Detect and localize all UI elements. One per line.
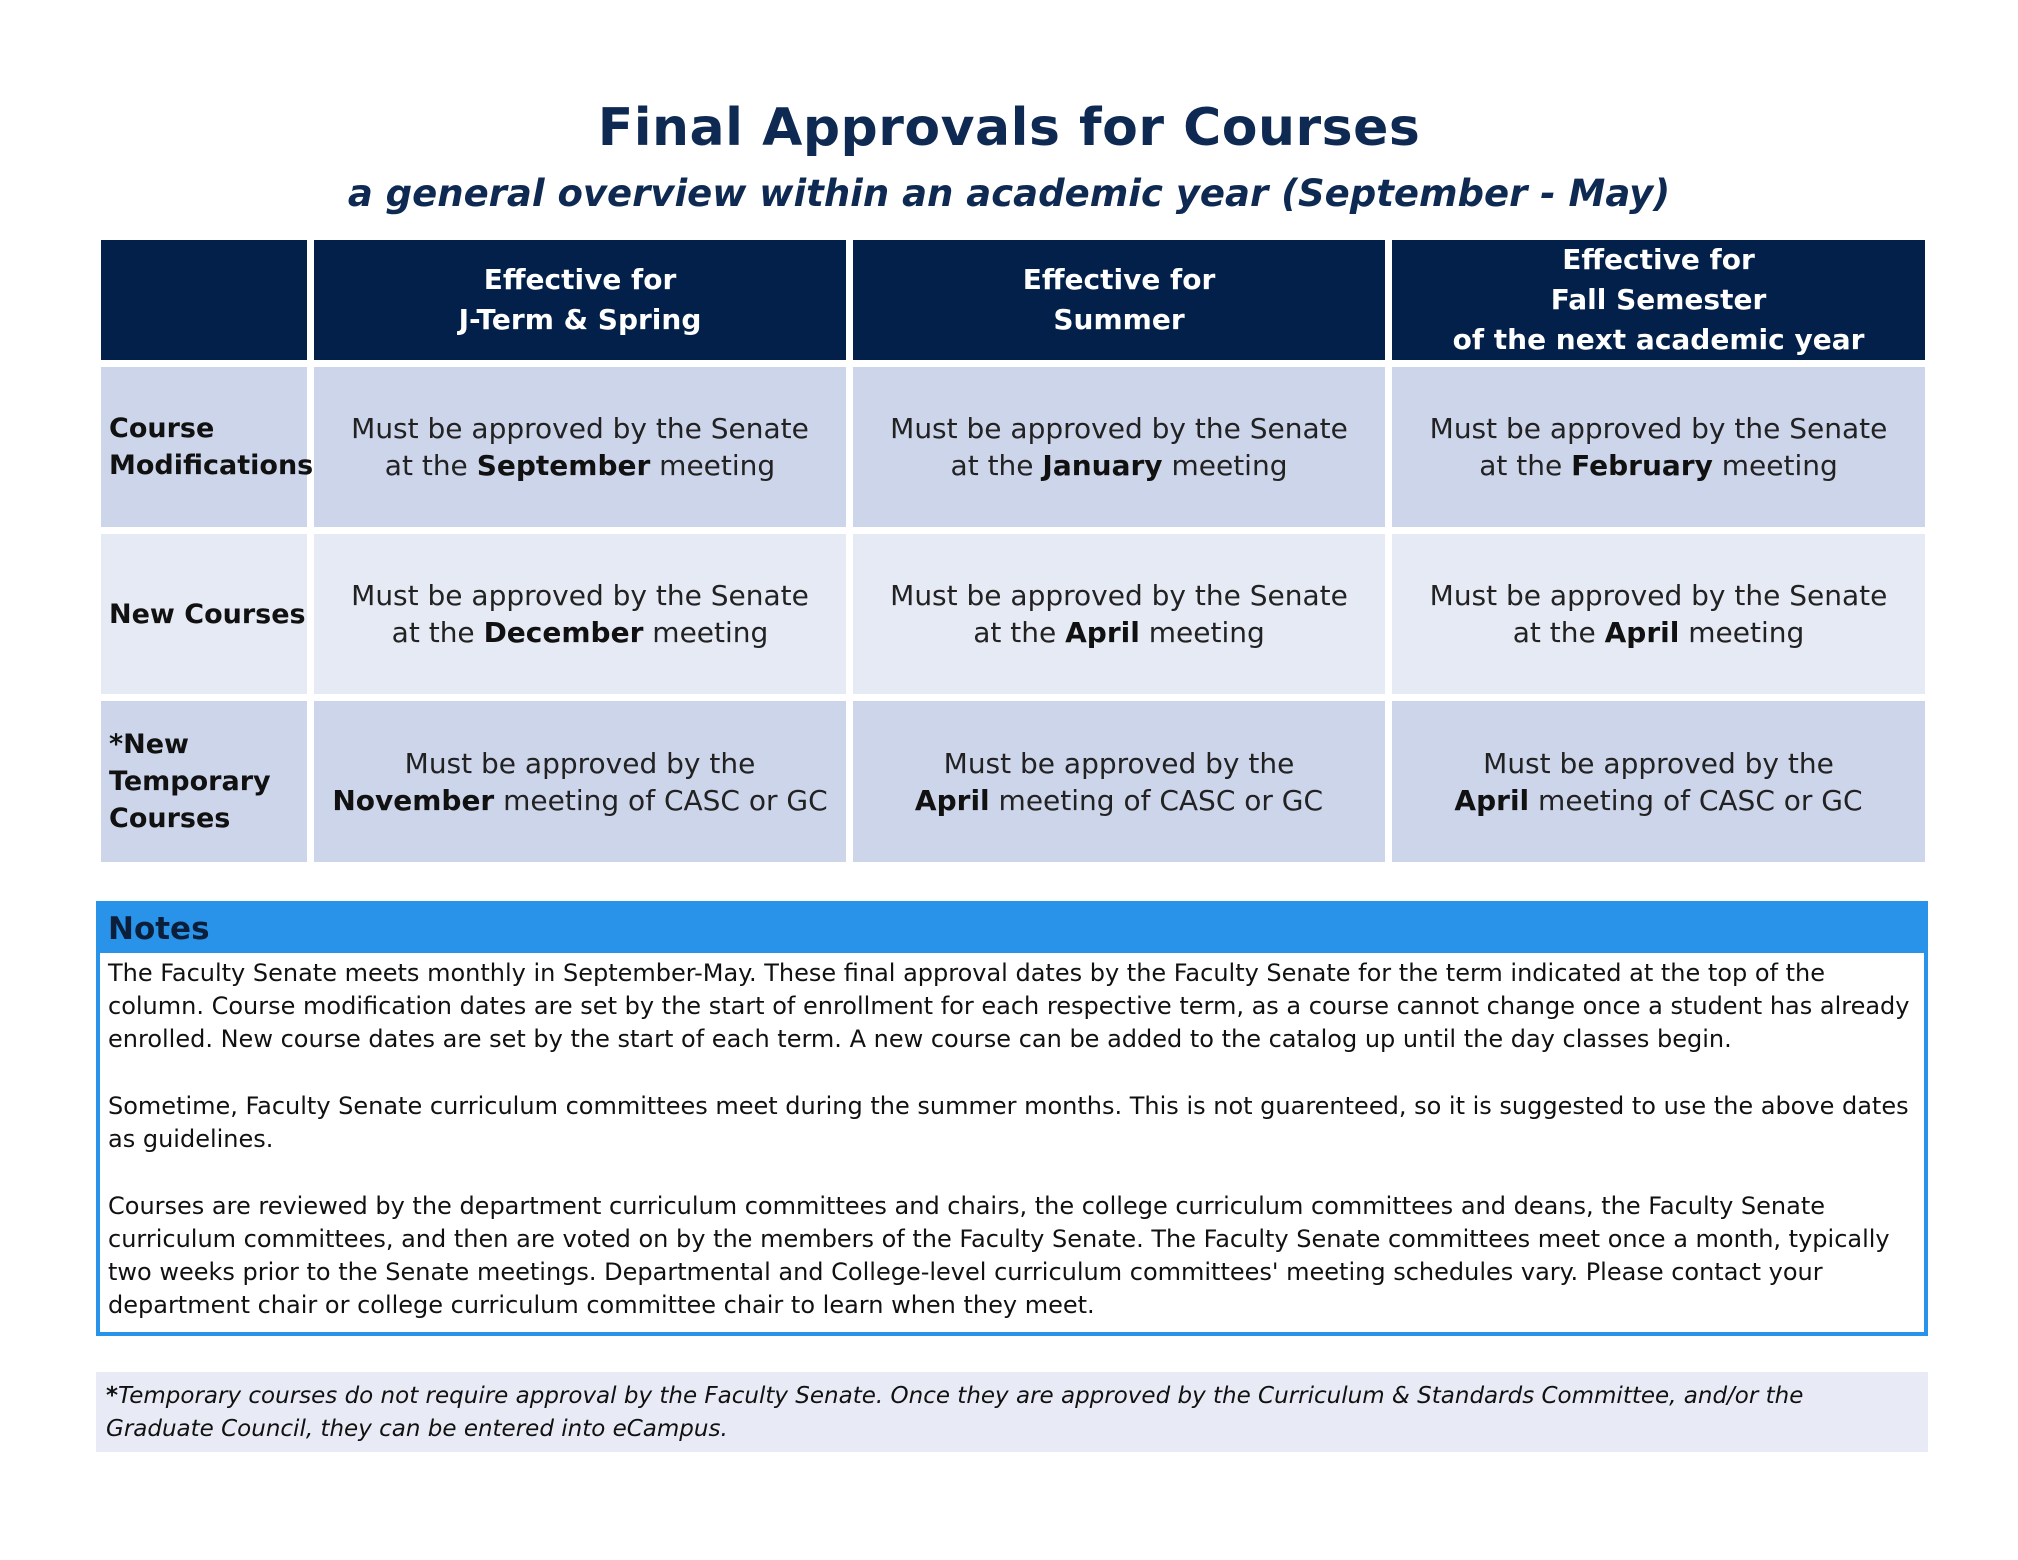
page-subtitle: a general overview within an academic year (September - May) — [347, 172, 1671, 215]
row-label-course-modifications — [101, 367, 314, 527]
cell-pre: at the — [950, 449, 1043, 482]
cell-post: meeting — [1139, 616, 1265, 649]
cell-line-1: Must be approved by the Senate — [1429, 579, 1888, 612]
cell-month: April — [1604, 616, 1680, 649]
header-line: Summer — [1053, 303, 1185, 336]
row-label-line: Courses — [109, 803, 231, 834]
cell-line-1: Must be approved by the Senate — [351, 579, 809, 612]
cell-post: meeting of CASC or GC — [1529, 783, 1863, 817]
cell-post: meeting — [1679, 616, 1805, 649]
header-line: Effective for — [1562, 243, 1755, 276]
table-cell — [1392, 534, 1925, 694]
cell-pre: at the — [1479, 449, 1572, 482]
column-header-summer — [853, 240, 1385, 360]
cell-line-1: Must be approved by the — [943, 746, 1295, 780]
cell-month: January — [1042, 449, 1163, 482]
header-line: J-Term & Spring — [458, 303, 702, 336]
row-label-line: New Courses — [109, 598, 306, 630]
footnote-asterisk: * — [106, 1383, 119, 1409]
cell-post: meeting — [643, 616, 769, 649]
header-line: Effective for — [1022, 263, 1216, 296]
column-header-jterm-spring — [314, 240, 846, 360]
cell-line-2 — [1513, 614, 1805, 651]
table-cell — [314, 534, 846, 694]
cell-pre: at the — [1512, 616, 1605, 649]
row-label-line: Course — [109, 413, 215, 444]
cell-line-2 — [1454, 782, 1862, 819]
cell-pre: at the — [973, 616, 1066, 649]
cell-month: December — [483, 616, 644, 649]
approvals-table — [101, 240, 1924, 861]
cell-line-2 — [392, 614, 769, 651]
cell-line-2 — [915, 782, 1323, 819]
cell-post: meeting — [1712, 449, 1838, 482]
cell-line-1: Must be approved by the — [1483, 746, 1834, 780]
cell-line-2 — [332, 782, 827, 819]
footnote — [96, 1372, 1928, 1452]
cell-pre: at the — [391, 616, 484, 649]
cell-line-2 — [385, 447, 775, 484]
table-cell — [1392, 701, 1925, 862]
row-label-line: Temporary — [109, 766, 271, 797]
table-cell — [853, 701, 1385, 862]
notes-heading: Notes — [100, 905, 1924, 953]
column-header-fall — [1392, 240, 1925, 360]
row-label-line: Modifications — [109, 450, 314, 481]
cell-line-1: Must be approved by the — [404, 746, 756, 780]
header-line: Effective for — [483, 263, 677, 296]
cell-line-2 — [951, 447, 1288, 484]
cell-line-1: Must be approved by the Senate — [890, 412, 1348, 445]
cell-month: November — [332, 783, 495, 817]
cell-post: meeting of CASC or GC — [494, 783, 828, 817]
notes-paragraph: Sometime, Faculty Senate curriculum committees meet during the summer months. This is not guarenteed, so it is suggested to use the above dates as guidelines. — [108, 1092, 1909, 1153]
cell-post: meeting — [650, 449, 776, 482]
cell-line-2 — [1479, 447, 1838, 484]
table-cell — [853, 367, 1385, 527]
cell-month: April — [1065, 616, 1140, 649]
row-label-new-temporary-courses — [101, 701, 307, 862]
cell-pre: at the — [384, 449, 477, 482]
cell-month: April — [914, 783, 990, 817]
table-cell — [853, 534, 1385, 694]
header-line: of the next academic year — [1452, 323, 1865, 356]
header-line: Fall Semester — [1550, 283, 1767, 316]
notes-paragraph: Courses are reviewed by the department curriculum committees and chairs, the college curriculum committees and deans, the Faculty Senate curriculum committees, and then are voted on by the members of the Faculty Senate. The Faculty Senate committees meet once a month, typically two weeks prior to the Senate meetings. Departmental and College-level curriculum committees' meeting schedules vary. Please contact your department chair or college curriculum committee chair to learn when they meet. — [108, 1192, 1890, 1319]
cell-line-2 — [973, 614, 1265, 651]
footnote-text: Temporary courses do not require approval by the Faculty Senate. Once they are approved by the Curriculum & Standards Committee, and/or the Graduate Council, they can be entered into eCampus. — [106, 1383, 1804, 1442]
table-cell — [314, 701, 846, 862]
row-label-new-courses — [101, 534, 307, 694]
cell-line-1: Must be approved by the Senate — [351, 412, 809, 445]
table-header-corner — [101, 240, 307, 360]
cell-month: September — [476, 449, 651, 482]
page-title: Final Approvals for Courses — [597, 98, 1421, 158]
cell-month: April — [1454, 783, 1530, 817]
table-cell — [314, 367, 846, 527]
cell-post: meeting of CASC or GC — [989, 783, 1324, 817]
notes-paragraph: The Faculty Senate meets monthly in September-May. These final approval dates by the Faculty Senate for the term indicated at the top of the column. Course modification dates are set by the start of enrollment for each respective term, as a course cannot change once a student has already enrolled. New course dates are set by the start of each term. A new course can be added to the catalog up until the day classes begin. — [108, 959, 1910, 1053]
cell-line-1: Must be approved by the Senate — [890, 579, 1348, 612]
cell-month: February — [1571, 449, 1713, 482]
notes-box — [96, 901, 1928, 1336]
cell-post: meeting — [1162, 449, 1288, 482]
notes-body — [100, 953, 1924, 1322]
row-label-line: *New — [109, 729, 189, 760]
table-cell — [1392, 367, 1925, 527]
cell-line-1: Must be approved by the Senate — [1429, 412, 1888, 445]
